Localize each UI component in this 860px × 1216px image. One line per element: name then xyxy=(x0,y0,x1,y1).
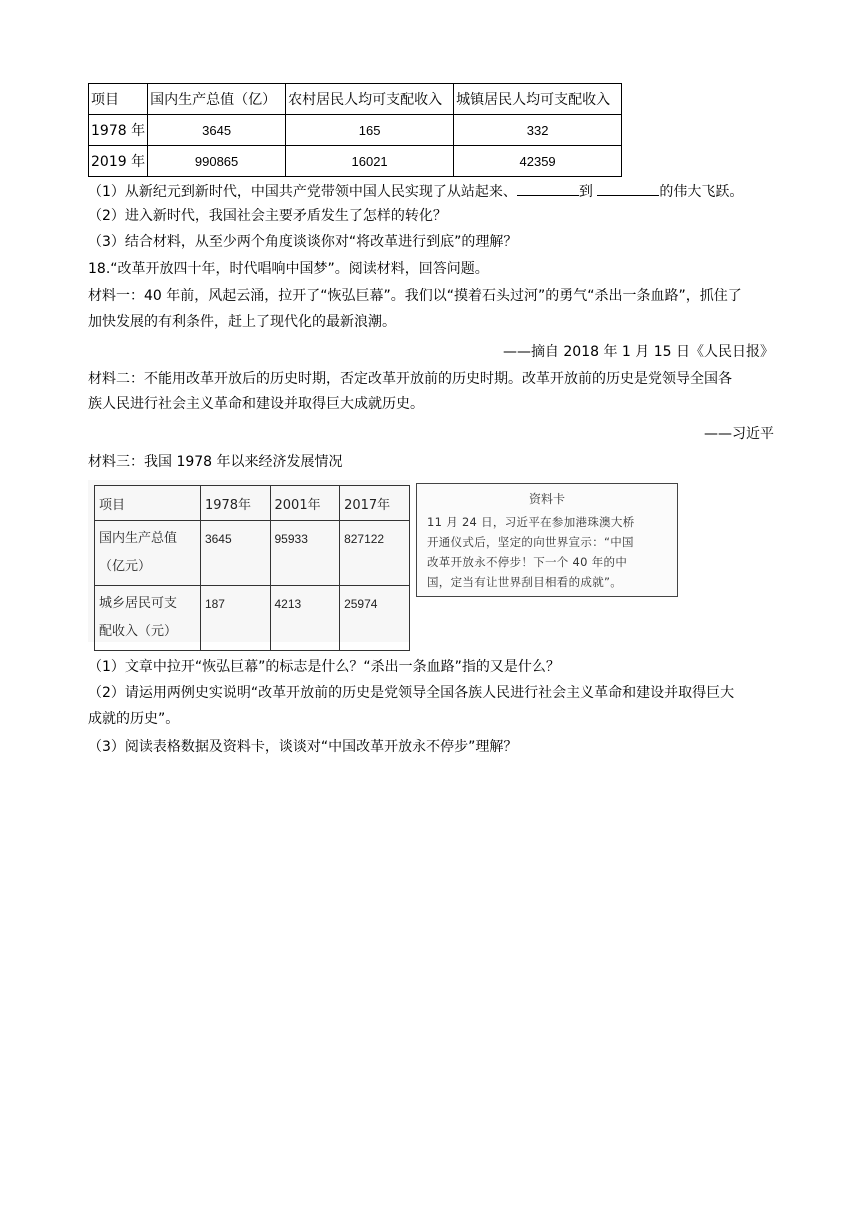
table-cell: 165 xyxy=(286,115,454,146)
table-row-label xyxy=(95,586,201,651)
material-1-line-2: 加快发展的有利条件，赶上了现代化的最新浪潮。 xyxy=(88,314,396,330)
table-cell: 3645 xyxy=(200,521,270,586)
table-cell: 95933 xyxy=(270,521,340,586)
row-label-line: 国内生产总值 xyxy=(99,531,178,546)
answer-blank xyxy=(517,181,579,196)
income-gdp-table xyxy=(88,83,622,177)
table-cell: 187 xyxy=(200,586,270,651)
table-row-label xyxy=(95,521,201,586)
q18-question-2-line-1: （2）请运用两例史实说明“改革开放前的历史是党领导全国各族人民进行社会主义革命和建设并取得巨大 xyxy=(88,685,735,701)
info-card xyxy=(416,483,678,597)
table-row xyxy=(95,586,410,651)
economy-table-image xyxy=(88,480,410,642)
info-card-line: 11 月 24 日，习近平在参加港珠澳大桥 xyxy=(427,515,635,529)
row-label-line: 城乡居民可支 xyxy=(99,596,178,611)
q17-q1-text-b: 到 xyxy=(578,184,598,200)
table-header-row xyxy=(89,84,622,115)
table-header-cell: 项目 xyxy=(89,84,148,115)
answer-blank xyxy=(597,181,659,196)
table-cell: 1978 年 xyxy=(89,115,148,146)
q17-question-3: （3）结合材料，从至少两个角度谈谈你对“将改革进行到底”的理解？ xyxy=(88,234,518,250)
material-1-source: ——摘自 2018 年 1 月 15 日《人民日报》 xyxy=(502,344,774,360)
q18-question-2-line-2: 成就的历史”。 xyxy=(88,711,180,727)
table-header-cell: 2017年 xyxy=(340,486,410,521)
q18-question-1: （1）文章中拉开“恢弘巨幕”的标志是什么？“杀出一条血路”指的又是什么？ xyxy=(88,659,560,675)
table-row xyxy=(89,115,622,146)
material-1-line-1: 材料一：40 年前，风起云涌，拉开了“恢弘巨幕”。我们以“摸着石头过河”的勇气“杀出一条血路”，抓住了 xyxy=(88,288,742,304)
table-header-cell: 项目 xyxy=(95,486,201,521)
info-card-body xyxy=(427,512,671,592)
q17-question-1 xyxy=(88,181,743,202)
table-header-cell: 农村居民人均可支配收入 xyxy=(286,84,454,115)
info-card-line: 开通仪式后，坚定的向世界宣示：“中国 xyxy=(427,535,634,549)
info-card-line: 国，定当有让世界刮目相看的成就”。 xyxy=(427,575,623,589)
row-label-line: （亿元） xyxy=(99,559,152,574)
table-row xyxy=(89,146,622,177)
q18-title: 18.“改革开放四十年，时代唱响中国梦”。阅读材料，回答问题。 xyxy=(88,261,489,277)
table-header-cell: 1978年 xyxy=(200,486,270,521)
q17-q1-text-c: 的伟大飞跃。 xyxy=(659,184,744,200)
table-row xyxy=(95,521,410,586)
table-cell: 16021 xyxy=(286,146,454,177)
info-card-line: 改革开放永不停步！下一个 40 年的中 xyxy=(427,555,628,569)
table-cell: 2019 年 xyxy=(89,146,148,177)
q17-q1-text-a: （1）从新纪元到新时代，中国共产党带领中国人民实现了从站起来、 xyxy=(88,184,517,200)
table-header-cell: 2001年 xyxy=(270,486,340,521)
q17-question-2: （2）进入新时代，我国社会主要矛盾发生了怎样的转化？ xyxy=(88,208,447,224)
table-cell: 332 xyxy=(454,115,622,146)
info-card-title: 资料卡 xyxy=(528,492,565,506)
table-cell: 42359 xyxy=(454,146,622,177)
material-3-title: 材料三：我国 1978 年以来经济发展情况 xyxy=(88,454,343,470)
table-cell: 4213 xyxy=(270,586,340,651)
economy-table xyxy=(94,485,410,651)
table-header-cell: 国内生产总值（亿） xyxy=(148,84,286,115)
q18-question-3: （3）阅读表格数据及资料卡，谈谈对“中国改革开放永不停步”理解？ xyxy=(88,739,518,755)
table-header-cell: 城镇居民人均可支配收入 xyxy=(454,84,622,115)
table-cell: 25974 xyxy=(340,586,410,651)
table-cell: 3645 xyxy=(148,115,286,146)
material-2-line-2: 族人民进行社会主义革命和建设并取得巨大成就历史。 xyxy=(88,396,424,412)
material-2-source: ——习近平 xyxy=(704,426,774,442)
table-header-row xyxy=(95,486,410,521)
table-cell: 990865 xyxy=(148,146,286,177)
row-label-line: 配收入（元） xyxy=(99,624,178,639)
material-2-line-1: 材料二：不能用改革开放后的历史时期，否定改革开放前的历史时期。改革开放前的历史是党领导全国各 xyxy=(88,371,732,387)
table-cell: 827122 xyxy=(340,521,410,586)
